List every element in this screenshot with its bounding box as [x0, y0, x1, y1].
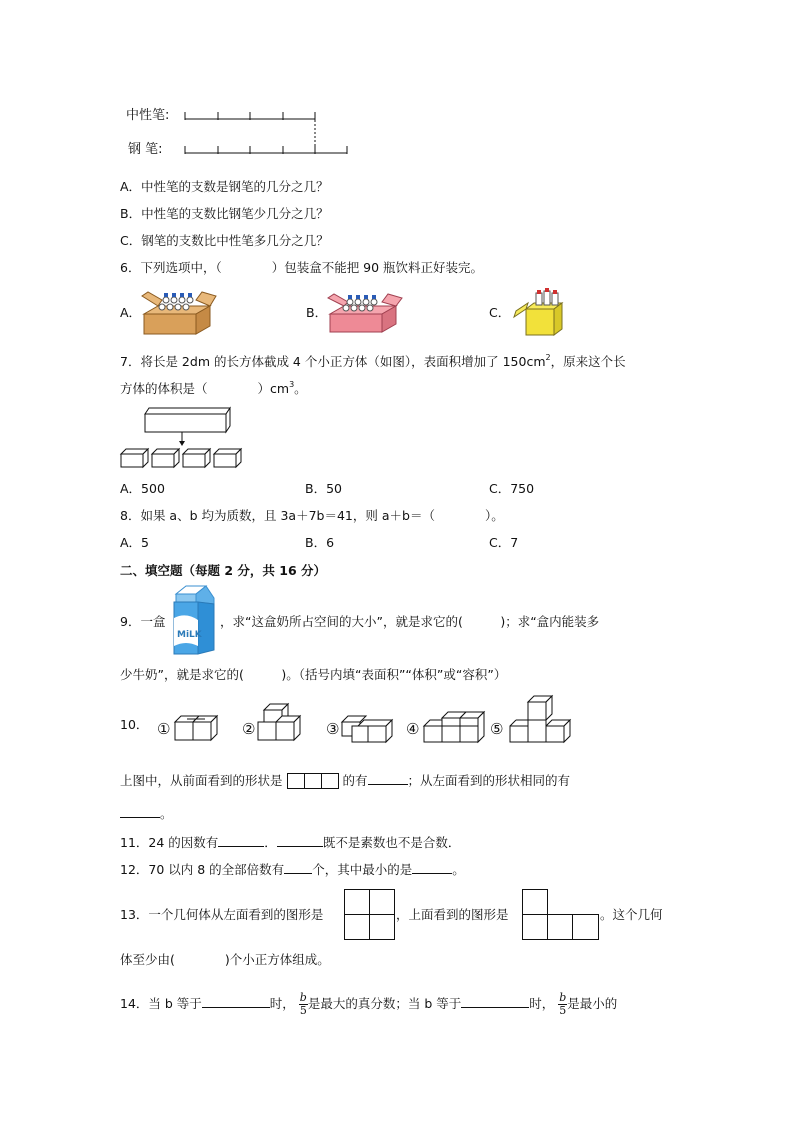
q12-blank-2[interactable]	[412, 862, 452, 874]
q13-line2: 体至少由( )个小正方体组成。	[120, 952, 330, 967]
q9-prefix: 9．一盒	[120, 614, 166, 629]
top-view-figure	[522, 889, 602, 941]
q10-line2: 。	[120, 806, 173, 822]
q7-option-a: A．500	[120, 481, 165, 496]
left-view-figure	[344, 889, 396, 941]
q8-option-b: B．6	[305, 535, 335, 550]
q5-option-a: A．中性笔的支数是钢笔的几分之几？	[120, 179, 329, 194]
q13-part-b: ，上面看到的图形是	[396, 907, 509, 922]
q6-stem: 6．下列选项中，（ ）包装盒不能把 90 瓶饮料正好装完。	[120, 260, 484, 275]
q10-label-3: ③	[326, 720, 340, 738]
q10-blank-1[interactable]	[368, 773, 408, 785]
fraction-b-over-5: $\frac{b}{5}$	[299, 991, 307, 1017]
fraction-b-over-5-second: $\frac{b}{5}$	[559, 991, 567, 1017]
shape-5-figure	[510, 694, 574, 744]
milk-carton-illustration	[170, 584, 220, 656]
gel-pen-bar	[182, 108, 352, 128]
q10-number: 10．	[120, 717, 149, 732]
q9-line2: 少牛奶”，就是求它的( )。（括号内填“表面积”“体积”或“容积”）	[120, 667, 507, 682]
q6-option-a-label: A．	[120, 305, 142, 320]
q11: 11．24 的因数有 ． 既不是素数也不是合数．	[120, 835, 461, 850]
q9-line1: ，求“这盒奶所占空间的大小”，就是求它的( )；求“盒内能装多	[220, 614, 600, 629]
section-heading: 二、填空题（每题 2 分，共 16 分）	[120, 563, 327, 578]
box-c-illustration	[510, 287, 566, 339]
q14: 14．当 b 等于 时， $\frac{b}{5}$ 是最大的真分数；当 b 等于 时， $\frac{b}{5}$ 是最小的	[120, 991, 618, 1017]
gel-pen-label: 中性笔:	[126, 108, 170, 123]
q13-part-c: 。这个几何	[600, 907, 663, 922]
q10-line1: 上图中，从前面看到的形状是 的有 ；从左面看到的形状相同的有	[120, 773, 571, 788]
pen-bar	[182, 142, 352, 162]
q14-blank-2[interactable]	[461, 996, 529, 1008]
q14-blank-1[interactable]	[202, 996, 270, 1008]
cuboid-split-figure	[118, 402, 248, 472]
q6-option-c-label: C．	[489, 305, 511, 320]
q7-option-b: B．50	[305, 481, 342, 496]
q11-blank-2[interactable]	[277, 835, 323, 847]
shape-1-figure	[175, 708, 225, 744]
q13-part-a: 13．一个几何体从左面看到的图形是	[120, 907, 324, 922]
pen-label: 钢 笔:	[128, 142, 163, 157]
q12-blank-1[interactable]	[284, 862, 312, 874]
shape-3-figure	[342, 708, 400, 744]
q8-stem: 8．如果 a、b 均为质数，且 3a＋7b＝41，则 a＋b＝（ ）。	[120, 508, 504, 523]
q10-blank-2[interactable]	[120, 806, 160, 818]
milk-label: MiLK	[177, 630, 202, 640]
q10-label-1: ①	[157, 720, 171, 738]
box-b-illustration	[326, 292, 404, 336]
q10-label-5: ⑤	[490, 720, 504, 738]
q7-line1: 7．将长是 2dm 的长方体截成 4 个小正方体（如图），表面积增加了 $150cm^2$，原来这个长	[120, 353, 626, 369]
three-square-figure	[287, 773, 339, 789]
q8-option-c: C．7	[489, 535, 519, 550]
q5-option-c: C．钢笔的支数比中性笔多几分之几？	[120, 233, 329, 248]
q7-line2: 方体的体积是（ ）$cm^3$。	[120, 380, 307, 396]
q5-option-b: B．中性笔的支数比钢笔少几分之几？	[120, 206, 329, 221]
box-a-illustration	[140, 288, 218, 336]
shape-2-figure	[258, 702, 308, 744]
shape-4-figure	[424, 708, 488, 744]
q10-label-4: ④	[406, 720, 420, 738]
q8-option-a: A．5	[120, 535, 150, 550]
q6-option-b-label: B．	[306, 305, 328, 320]
q12: 12．70 以内 8 的全部倍数有 个，其中最小的是 。	[120, 862, 465, 877]
q11-blank-1[interactable]	[218, 835, 264, 847]
q7-option-c: C．750	[489, 481, 535, 496]
q10-label-2: ②	[242, 720, 256, 738]
